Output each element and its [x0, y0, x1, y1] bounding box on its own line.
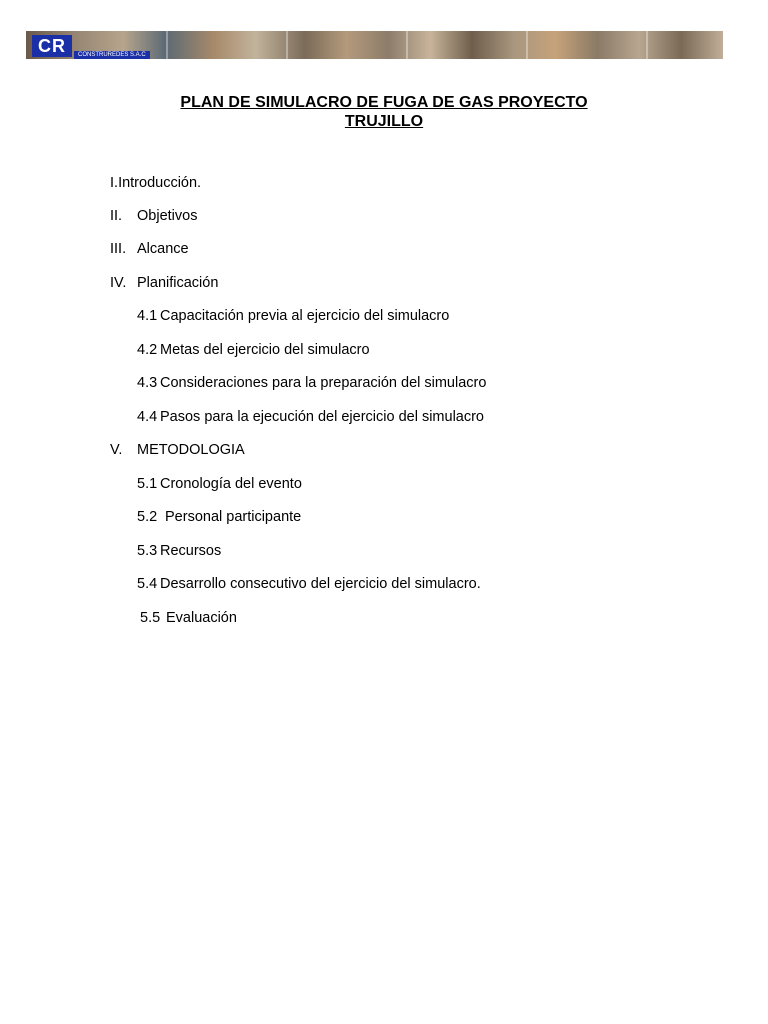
- toc-text: METODOLOGIA: [137, 442, 245, 458]
- toc-text: Personal participante: [165, 509, 302, 525]
- toc-text: Alcance: [137, 241, 189, 257]
- toc-number: IV.: [110, 275, 127, 291]
- toc-text: Capacitación previa al ejercicio del simulacro: [160, 308, 450, 324]
- toc-item-5-4: [137, 575, 481, 593]
- toc-item-metodologia: [110, 441, 245, 459]
- toc-text: Desarrollo consecutivo del ejercicio del simulacro.: [160, 576, 481, 592]
- toc-item-5-1: [137, 475, 302, 493]
- toc-text: Objetivos: [137, 208, 198, 224]
- toc-text: Consideraciones para la preparación del simulacro: [160, 375, 487, 391]
- title-line-2: TRUJILLO: [344, 113, 424, 130]
- toc-text: Metas del ejercicio del simulacro: [160, 342, 370, 358]
- toc-number: 5.4: [137, 576, 158, 592]
- toc-item-objetivos: [110, 207, 197, 225]
- toc-number: 5.3: [137, 543, 158, 559]
- toc-number: 4.2: [137, 342, 158, 358]
- toc-item-alcance: [110, 240, 189, 258]
- toc-number: 4.3: [137, 375, 158, 391]
- title-line-1: PLAN DE SIMULACRO DE FUGA DE GAS PROYECTO: [180, 94, 588, 111]
- header-banner: [26, 31, 723, 59]
- toc-number: 4.1: [137, 308, 158, 324]
- toc-item-planificacion: [110, 274, 218, 292]
- toc-item-5-3: [137, 542, 221, 560]
- toc-item-4-3: [137, 374, 486, 392]
- toc-text: Pasos para la ejecución del ejercicio del simulacro: [160, 409, 484, 425]
- toc-text: Evaluación: [166, 610, 237, 626]
- toc-item-4-1: [137, 307, 449, 325]
- toc-number: V.: [110, 442, 123, 458]
- toc-number: 5.5: [140, 610, 161, 626]
- toc-item-introduccion: [110, 174, 201, 192]
- logo-subtitle: CONSTRUREDES S.A.C: [74, 51, 150, 59]
- toc-item-4-4: [137, 408, 484, 426]
- toc-item-4-2: [137, 341, 370, 359]
- toc-text: Recursos: [160, 543, 222, 559]
- toc-number: I.: [110, 175, 119, 191]
- toc-number: 5.1: [137, 476, 158, 492]
- document-title: [100, 93, 668, 131]
- toc-text: Cronología del evento: [160, 476, 302, 492]
- toc-number: 4.4: [137, 409, 158, 425]
- logo-letters: CR: [32, 35, 72, 57]
- toc-item-5-5: [140, 609, 237, 627]
- toc-number: II.: [110, 208, 123, 224]
- toc-text: Planificación: [137, 275, 219, 291]
- company-logo: [26, 33, 176, 59]
- toc-number: III.: [110, 241, 127, 257]
- toc-item-5-2: [137, 508, 301, 526]
- toc-number: 5.2: [137, 509, 158, 525]
- toc-text: Introducción.: [118, 175, 202, 191]
